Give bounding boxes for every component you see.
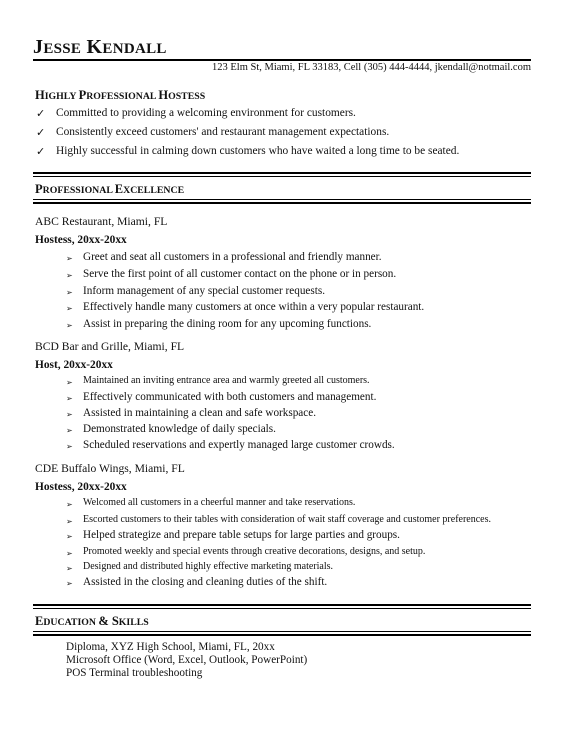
arrow-bullet-icon: ➢	[66, 394, 73, 403]
arrow-bullet-icon: ➢	[66, 426, 73, 435]
arrow-bullet-icon: ➢	[66, 500, 73, 509]
section-rule-top-thin	[33, 608, 531, 609]
education-title: EDUCATION & SKILLS	[35, 614, 149, 628]
job-bullet: ➢ Designed and distributed highly effective marketing materials.	[66, 561, 333, 576]
arrow-bullet-icon: ➢	[66, 271, 73, 280]
arrow-bullet-icon: ➢	[66, 517, 73, 526]
section-rule-bottom-thick	[33, 634, 531, 636]
job-role: Host, 20xx-20xx	[35, 359, 113, 371]
summary-item: ✓ Committed to providing a welcoming environment for customers.	[36, 107, 356, 120]
job-bullet: ➢ Inform management of any special customer requests.	[66, 285, 325, 300]
job-bullet: ➢ Effectively communicated with both customers and management.	[66, 391, 376, 406]
job-bullet: ➢ Assisted in maintaining a clean and safe workspace.	[66, 407, 316, 422]
job-employer: BCD Bar and Grille, Miami, FL	[35, 340, 185, 353]
job-bullet: ➢ Maintained an inviting entrance area and warmly greeted all customers.	[66, 375, 370, 390]
name-rule	[33, 59, 531, 61]
section-rule-bottom	[33, 631, 531, 632]
section-rule-top	[33, 604, 531, 606]
summary-title: HIGHLY PROFESSIONAL HOSTESS	[35, 88, 206, 102]
arrow-bullet-icon: ➢	[66, 564, 73, 573]
job-bullet: ➢ Welcomed all customers in a cheerful manner and take reservations.	[66, 497, 355, 512]
summary-item: ✓ Highly successful in calming down customers who have waited a long time to be seated.	[36, 145, 460, 158]
arrow-bullet-icon: ➢	[66, 532, 73, 541]
section-rule-top	[33, 172, 531, 174]
job-role: Hostess, 20xx-20xx	[35, 481, 127, 493]
check-icon: ✓	[36, 146, 46, 158]
arrow-bullet-icon: ➢	[66, 410, 73, 419]
job-role: Hostess, 20xx-20xx	[35, 234, 127, 246]
job-bullet: ➢ Greet and seat all customers in a professional and friendly manner.	[66, 251, 382, 266]
arrow-bullet-icon: ➢	[66, 579, 73, 588]
job-bullet: ➢ Demonstrated knowledge of daily specials.	[66, 423, 276, 438]
arrow-bullet-icon: ➢	[66, 378, 73, 387]
job-bullet: ➢ Assisted in the closing and cleaning duties of the shift.	[66, 576, 327, 591]
arrow-bullet-icon: ➢	[66, 442, 73, 451]
education-item: POS Terminal troubleshooting	[66, 667, 203, 679]
job-bullet: ➢ Helped strategize and prepare table setups for large parties and groups.	[66, 529, 400, 544]
job-bullet: ➢ Serve the first point of all customer contact on the phone or in person.	[66, 268, 396, 283]
arrow-bullet-icon: ➢	[66, 321, 73, 330]
contact-line: 123 Elm St, Miami, FL 33183, Cell (305) 444-4444, jkendall@notmail.com	[211, 62, 531, 73]
experience-title: PROFESSIONAL EXCELLENCE	[35, 182, 185, 196]
job-employer: ABC Restaurant, Miami, FL	[35, 215, 168, 228]
job-bullet: ➢ Effectively handle many customers at once within a very popular restaurant.	[66, 301, 424, 316]
job-bullet: ➢ Promoted weekly and special events through creative decorations, designs, and setup.	[66, 546, 425, 561]
section-rule-bottom	[33, 199, 531, 200]
check-icon: ✓	[36, 108, 46, 120]
job-employer: CDE Buffalo Wings, Miami, FL	[35, 462, 185, 475]
job-bullet: ➢ Scheduled reservations and expertly managed large customer crowds.	[66, 439, 395, 454]
job-bullet: ➢ Assist in preparing the dining room for any upcoming functions.	[66, 318, 371, 333]
education-item: Diploma, XYZ High School, Miami, FL, 20xx	[66, 641, 275, 653]
check-icon: ✓	[36, 127, 46, 139]
arrow-bullet-icon: ➢	[66, 549, 73, 558]
job-bullet: ➢ Escorted customers to their tables with consideration of wait staff coverage and customer preferences.	[66, 514, 491, 529]
arrow-bullet-icon: ➢	[66, 254, 73, 263]
candidate-name: JESSE KENDALL	[33, 36, 167, 58]
section-rule-top-thin	[33, 176, 531, 177]
arrow-bullet-icon: ➢	[66, 304, 73, 313]
section-rule-bottom-thick	[33, 202, 531, 204]
summary-item: ✓ Consistently exceed customers' and restaurant management expectations.	[36, 126, 390, 139]
education-item: Microsoft Office (Word, Excel, Outlook, PowerPoint)	[66, 654, 308, 666]
arrow-bullet-icon: ➢	[66, 288, 73, 297]
